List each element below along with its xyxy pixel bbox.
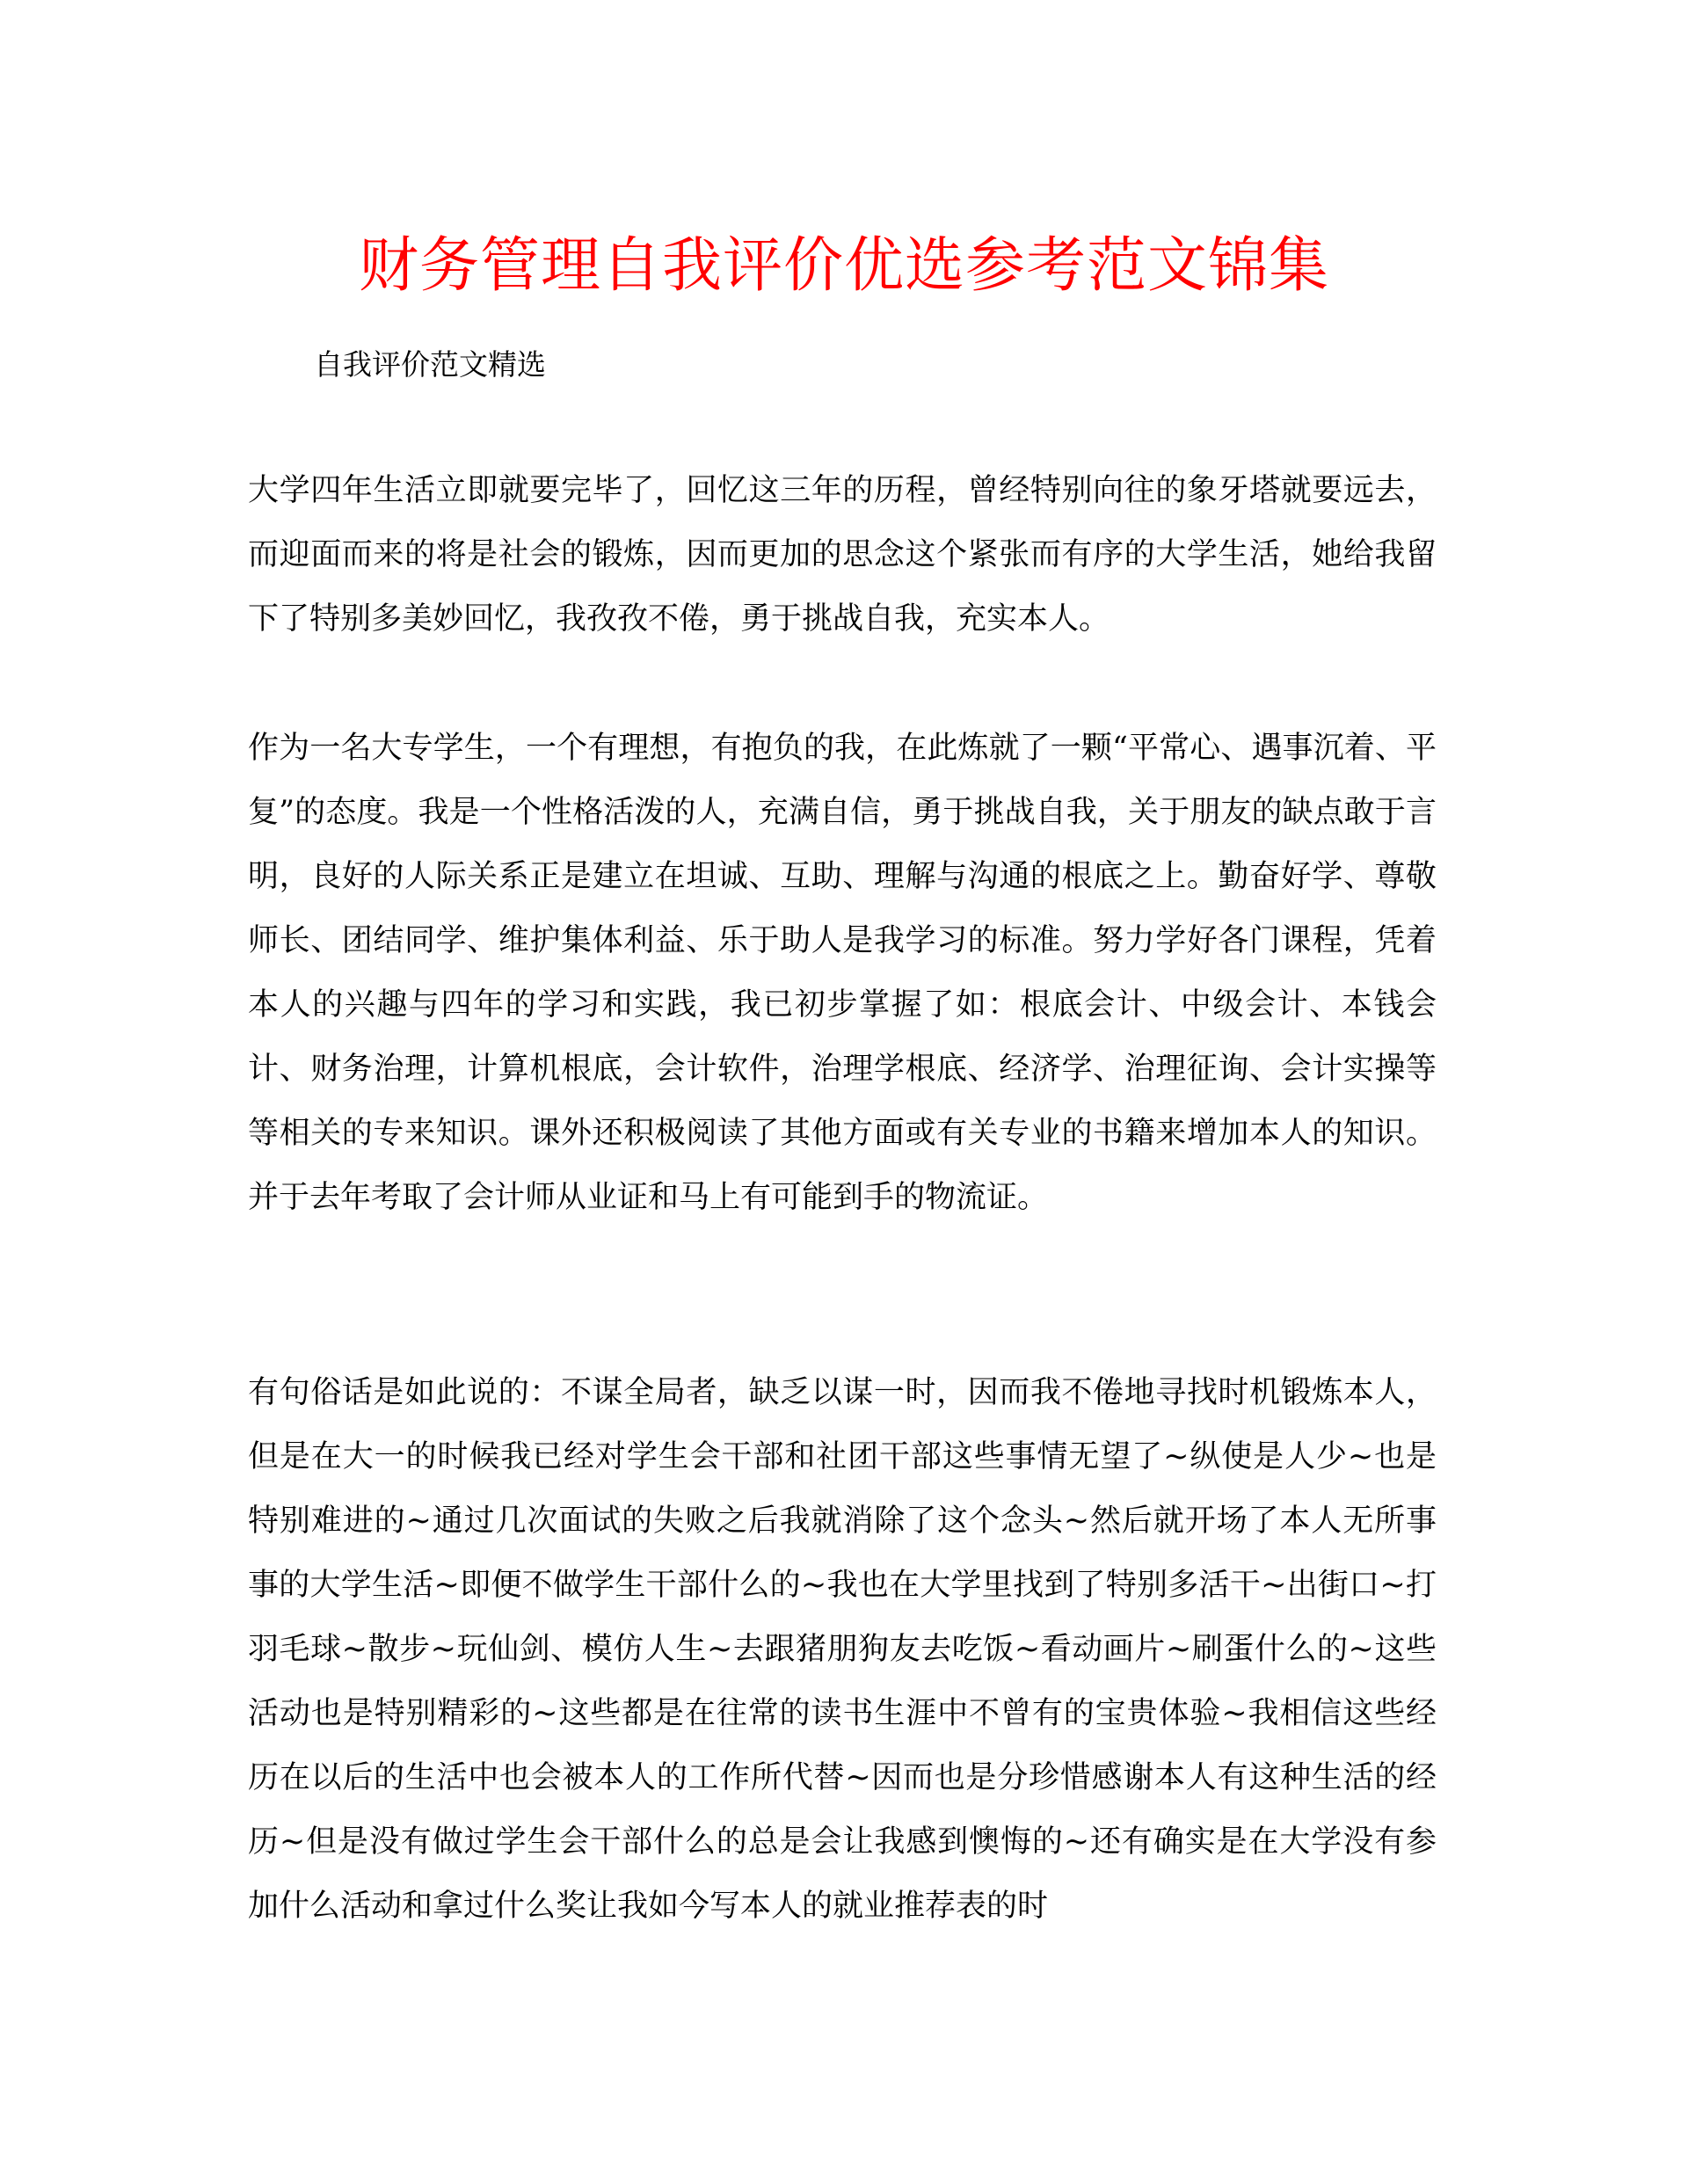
document-subtitle: 自我评价范文精选: [314, 347, 546, 382]
document-title: 财务管理自我评价优选参考范文锦集: [358, 231, 1329, 301]
paragraph-3: 有句俗话是如此说的：不谋全局者，缺乏以谋一时，因而我不倦地寻找时机锻炼本人，但是在大一的时候我已经对学生会干部和社团干部这些事情无望了~纵使是人少~也是特别难进的~通过几次面试的失败之后我就消除了这个念头~然后就开场了本人无所事事的大学生活~即便不做学生干部什么的~我也在大学里找到了特别多活干~出街口~打羽毛球~散步~玩仙剑、模仿人生~去跟猪朋狗友去吃饭~看动画片~刷蛋什么的~这些活动也是特别精彩的~这些都是在往常的读书生涯中不曾有的宝贵体验~我相信这些经历在以后的生活中也会被本人的工作所代替~因而也是分珍惜感谢本人有这种生活的经历~但是没有做过学生会干部什么的总是会让我感到懊悔的~还有确实是在大学没有参加什么活动和拿过什么奖让我如今写本人的就业推荐表的时: [248, 1375, 1437, 1924]
paragraph-1: 大学四年生活立即就要完毕了，回忆这三年的历程，曾经特别向往的象牙塔就要远去，而迎面而来的将是社会的锻炼，因而更加的思念这个紧张而有序的大学生活，她给我留下了特别多美妙回忆，我孜孜不倦，勇于挑战自我，充实本人。: [248, 473, 1437, 637]
paragraph-2: 作为一名大专学生，一个有理想，有抱负的我，在此炼就了一颗“平常心、遇事沉着、平复”的态度。我是一个性格活泼的人，充满自信，勇于挑战自我，关于朋友的缺点敢于言明，良好的人际关系正是建立在坦诚、互助、理解与沟通的根底之上。勤奋好学、尊敬师长、团结同学、维护集体利益、乐于助人是我学习的标准。努力学好各门课程，凭着本人的兴趣与四年的学习和实践，我已初步掌握了如：根底会计、中级会计、本钱会计、财务治理，计算机根底，会计软件，治理学根底、经济学、治理征询、会计实操等等相关的专来知识。课外还积极阅读了其他方面或有关专业的书籍来增加本人的知识。并于去年考取了会计师从业证和马上有可能到手的物流证。: [248, 731, 1437, 1215]
